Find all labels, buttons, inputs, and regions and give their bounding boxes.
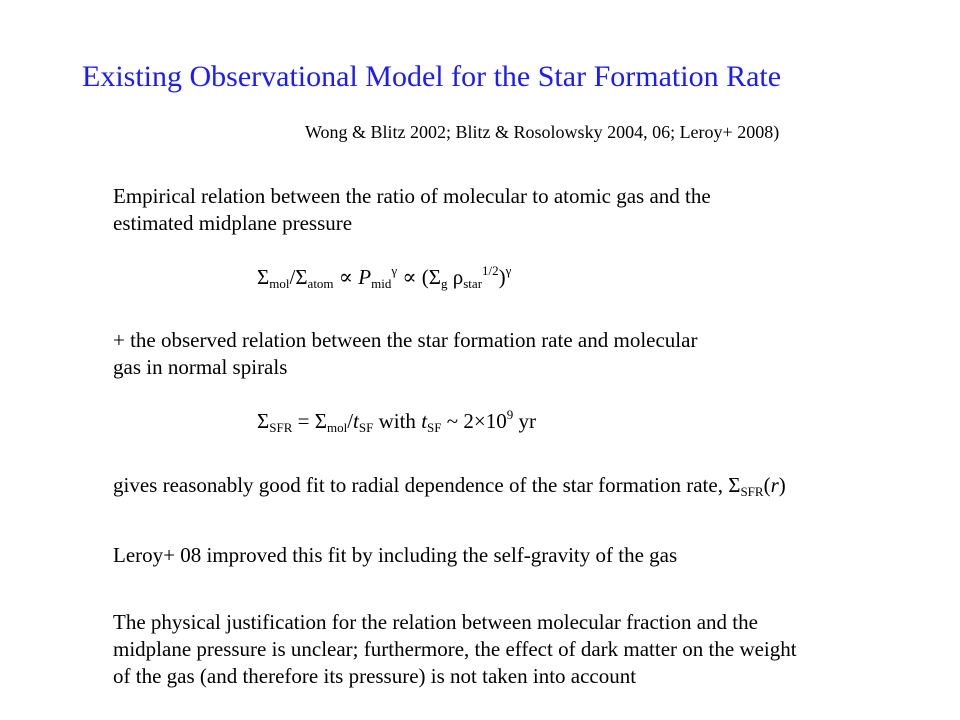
paragraph-line: Empirical relation between the ratio of molecular to atomic gas and the <box>113 184 711 208</box>
paragraph-text: gives reasonably good fit to radial dependence of the star formation rate, <box>113 473 729 497</box>
equation-pressure-relation <box>257 265 511 290</box>
slide-title: Existing Observational Model for the Star Formation Rate <box>82 60 782 93</box>
superscript-gamma: γ <box>505 263 512 278</box>
subscript-sf: SF <box>358 420 374 435</box>
subscript-mol: mol <box>326 420 348 435</box>
with-text: with <box>373 409 422 433</box>
sigma-symbol: Σ <box>257 409 270 433</box>
subscript-sfr: SFR <box>740 484 764 499</box>
subscript-star: star <box>463 276 483 291</box>
pressure-symbol: P <box>358 265 372 289</box>
radius-symbol: r <box>770 473 779 497</box>
paragraph-line: of the gas (and therefore its pressure) is not taken into account <box>113 664 637 688</box>
slash: / <box>347 409 354 433</box>
open-paren: ( <box>763 473 771 497</box>
superscript-gamma: γ <box>391 263 398 278</box>
time-symbol: t <box>421 409 428 433</box>
subscript-g: g <box>441 276 448 291</box>
subscript-mid: mid <box>371 276 392 291</box>
equals-sign: = <box>292 409 315 433</box>
sigma-symbol: Σ <box>314 409 327 433</box>
paragraph-line: midplane pressure is unclear; furthermore, the effect of dark matter on the weight <box>113 637 797 661</box>
citation: Wong & Blitz 2002; Blitz & Rosolowsky 2004, 06; Leroy+ 2008) <box>305 122 780 142</box>
paragraph-empirical-relation <box>113 183 711 237</box>
superscript-exponent: 9 <box>506 407 514 422</box>
open-paren-sigma: (Σ <box>421 265 442 289</box>
slash: / <box>289 265 296 289</box>
unit-years: yr <box>513 409 536 433</box>
approx-value: ~ 2×10 <box>441 409 507 433</box>
paragraph-line: The physical justification for the relation between molecular fraction and the <box>113 610 758 634</box>
paragraph-line: estimated midplane pressure <box>113 211 353 235</box>
subscript-mol: mol <box>269 276 290 291</box>
close-paren: ) <box>498 265 506 289</box>
sigma-symbol: Σ <box>728 473 741 497</box>
subscript-sfr: SFR <box>269 420 293 435</box>
paragraph-line: + the observed relation between the star formation rate and molecular <box>113 328 698 352</box>
sigma-symbol: Σ <box>295 265 308 289</box>
proportional-symbol: ∝ <box>397 265 422 289</box>
rho-symbol: ρ <box>447 265 464 289</box>
subscript-atom: atom <box>307 276 334 291</box>
paragraph-leroy-improvement: Leroy+ 08 improved this fit by including the self-gravity of the gas <box>113 543 678 567</box>
paragraph-physical-justification <box>113 609 797 690</box>
paragraph-observed-relation <box>113 327 697 381</box>
paragraph-radial-fit <box>113 472 786 499</box>
close-paren: ) <box>778 473 786 497</box>
time-symbol: t <box>353 409 359 433</box>
subscript-sf: SF <box>427 420 442 435</box>
equation-sfr-relation <box>257 409 536 434</box>
sigma-symbol: Σ <box>257 265 270 289</box>
paragraph-line: gas in normal spirals <box>113 355 288 379</box>
proportional-symbol: ∝ <box>333 265 359 289</box>
superscript-half: 1/2 <box>482 263 499 278</box>
